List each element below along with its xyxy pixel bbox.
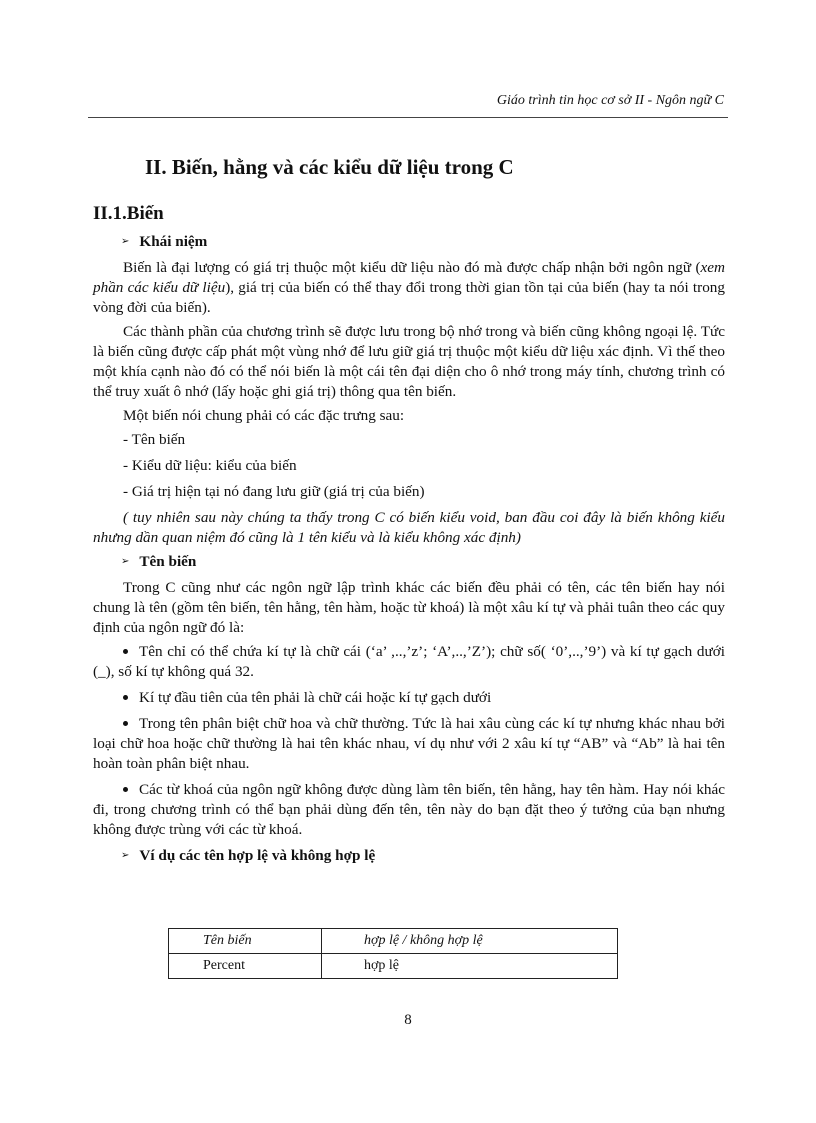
table-cell: Percent	[169, 954, 322, 979]
paragraph-definition	[93, 258, 725, 318]
bullet-dot-icon	[123, 695, 128, 700]
table-header-row	[169, 929, 618, 954]
italic-note: ( tuy nhiên sau này chúng ta thấy trong C có biến kiểu void, ban đầu coi đây là biến không kiểu nhưng dần quan niệm đó cũng là 1 tên kiểu và là kiểu không xác định)	[93, 509, 725, 546]
arrow-bullet-icon: ➢	[121, 236, 130, 247]
table-row	[169, 954, 618, 979]
para1-part-a: Biến là đại lượng có giá trị thuộc một kiểu dữ liệu nào đó mà được chấp nhận bởi ngôn ngữ (	[123, 259, 701, 276]
heading-khai-niem-label: Khái niệm	[139, 233, 208, 250]
naming-rule-text: Trong tên phân biệt chữ hoa và chữ thường. Tức là hai xâu cùng các kí tự nhưng khác nhau bởi loại chữ hoa hoặc chữ thường là hai tên khác nhau, ví dụ như với 2 xâu kí tự “AB” và “Ab” là hai tên hoàn toàn phân biệt nhau.	[93, 715, 725, 772]
characteristic-item: - Tên biến	[123, 431, 186, 448]
table-header-cell: hợp lệ / không hợp lệ	[321, 929, 617, 954]
heading-vi-du-label: Ví dụ các tên hợp lệ và không hợp lệ	[139, 847, 376, 864]
characteristic-item: - Giá trị hiện tại nó đang lưu giữ (giá trị của biến)	[123, 483, 425, 500]
naming-rule-text: Kí tự đầu tiên của tên phải là chữ cái hoặc kí tự gạch dưới	[139, 689, 492, 706]
naming-rule	[93, 780, 725, 840]
heading-ten-bien-label: Tên biến	[139, 553, 197, 570]
heading-ten-bien	[121, 552, 725, 572]
table-cell: hợp lệ	[321, 954, 617, 979]
para1-italic-reference: xem phần các kiểu dữ liệu	[93, 259, 725, 296]
arrow-bullet-icon: ➢	[121, 850, 130, 861]
bullet-dot-icon	[123, 721, 128, 726]
page-number: 8	[404, 1012, 412, 1028]
bullet-dot-icon	[123, 787, 128, 792]
heading-khai-niem	[121, 232, 725, 252]
body-text	[93, 230, 725, 872]
paragraph-characteristics-intro: Một biến nói chung phải có các đặc trưng sau:	[123, 407, 405, 424]
naming-rule	[93, 688, 725, 708]
characteristic-item: - Kiểu dữ liệu: kiểu của biến	[123, 457, 297, 474]
section-title: II. Biến, hằng và các kiểu dữ liệu trong C	[145, 155, 514, 179]
para1-part-b: ), giá trị của biến có thể thay đổi trong thời gian tồn tại của biến (hay ta nói trong vòng đời của biến).	[93, 279, 725, 316]
bullet-dot-icon	[123, 649, 128, 654]
naming-rule	[93, 642, 725, 682]
paragraph-memory: Các thành phần của chương trình sẽ được lưu trong bộ nhớ trong và biến cũng không ngoại lệ. Tức là biến cũng được cấp phát một vùng nhớ để lưu giữ giá trị thuộc một kiểu dữ liệu xác định. Vì thế theo một khía cạnh nào đó có thể nói biến là một cái tên đại diện cho ô nhớ trong máy tính, chương trình có thể truy xuất ô nhớ (lấy hoặc ghi giá trị) thông qua tên biến.	[93, 323, 725, 400]
arrow-bullet-icon: ➢	[121, 556, 130, 567]
header-rule	[88, 117, 728, 118]
heading-vi-du	[121, 846, 725, 866]
paragraph-naming-intro: Trong C cũng như các ngôn ngữ lập trình khác các biến đều phải có tên, các tên biến hay nói chung là tên (gồm tên biến, tên hằng, tên hàm, hoặc từ khoá) là một xâu kí tự và phải tuân theo các quy định của ngôn ngữ đó là:	[93, 579, 725, 636]
subsection-title: II.1.Biến	[93, 203, 164, 224]
running-header: Giáo trình tin học cơ sở II - Ngôn ngữ C	[496, 93, 724, 108]
examples-table	[168, 928, 618, 979]
naming-rule-text: Tên chỉ có thể chứa kí tự là chữ cái (‘a’ ,..,’z’; ‘A’,..,’Z’); chữ số( ‘0’,..,’9’) và kí tự gạch dưới (_), số kí tự không quá 32.	[93, 643, 725, 680]
table-header-cell: Tên biến	[169, 929, 322, 954]
naming-rule	[93, 714, 725, 774]
naming-rule-text: Các từ khoá của ngôn ngữ không được dùng làm tên biến, tên hằng, hay tên hàm. Hay nói khác đi, trong chương trình có thể bạn phải dùng đến tên, tên này do bạn đặt theo ý tưởng của bạn nhưng không được trùng với các từ khoá.	[93, 781, 725, 838]
